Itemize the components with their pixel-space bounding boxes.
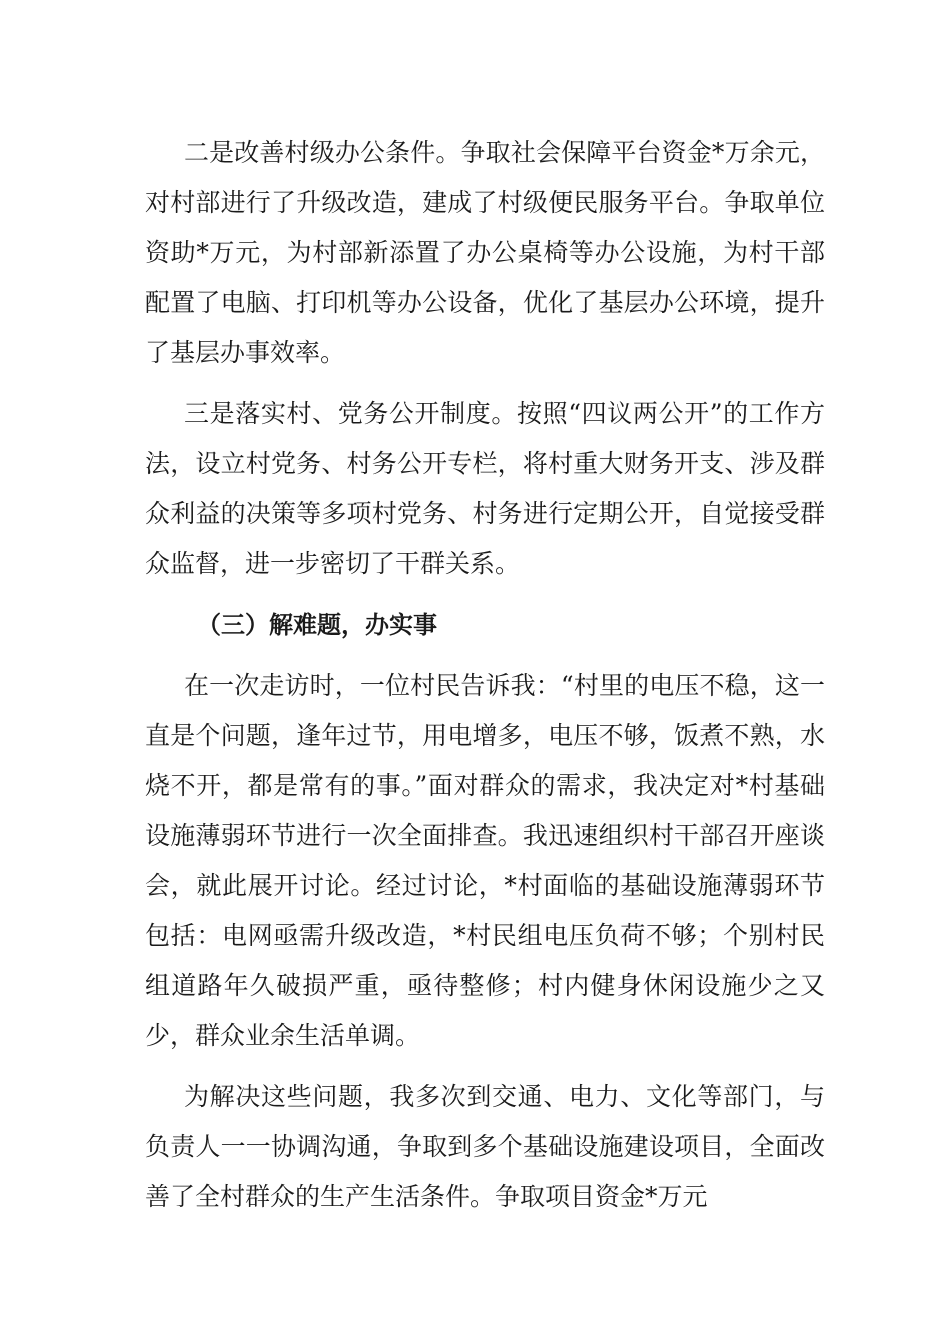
document-body xyxy=(145,128,825,1233)
section-heading: （三）解难题，办实事 xyxy=(197,611,437,639)
paragraph-solutions: 为解决这些问题，我多次到交通、电力、文化等部门，与负责人一一协调沟通，争取到多个基础设施建设项目，全面改善了全村群众的生产生活条件。争取项目资金*万元 xyxy=(145,1082,825,1211)
paragraph-open-affairs: 三是落实村、党务公开制度。按照“四议两公开”的工作方法，设立村党务、村务公开专栏，将村重大财务开支、涉及群众利益的决策等多项村党务、村务进行定期公开，自觉接受群众监督，进一步密切了干群关系。 xyxy=(145,399,825,578)
paragraph-office-conditions: 二是改善村级办公条件。争取社会保障平台资金*万余元，对村部进行了升级改造，建成了村级便民服务平台。争取单位资助*万元，为村部新添置了办公桌椅等办公设施，为村干部配置了电脑、打印机等办公设备，优化了基层办公环境，提升了基层办事效率。 xyxy=(145,138,825,367)
paragraph-village-visit: 在一次走访时，一位村民告诉我：“村里的电压不稳，这一直是个问题，逢年过节，用电增多，电压不够，饭煮不熟，水烧不开，都是常有的事。”面对群众的需求，我决定对*村基础设施薄弱环节进行一次全面排查。我迅速组织村干部召开座谈会，就此展开讨论。经过讨论，*村面临的基础设施薄弱环节包括：电网亟需升级改造，*村民组电压负荷不够；个别村民组道路年久破损严重，亟待整修；村内健身休闲设施少之又少，群众业余生活单调。 xyxy=(145,671,825,1050)
